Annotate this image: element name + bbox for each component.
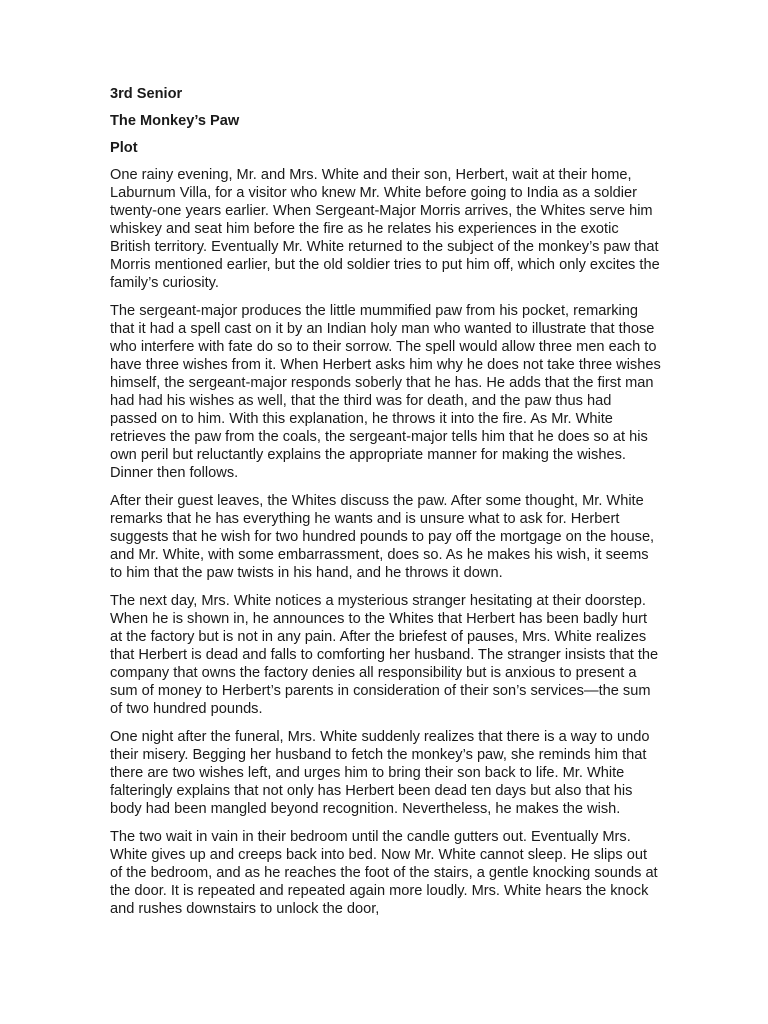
paragraph: One night after the funeral, Mrs. White suddenly realizes that there is a way to undo their misery. Begging her husband to fetch the monkey’s paw, she reminds him that there are two wishes left, and urges him to bring their son back to life. Mr. White falteringly explains that not only has Herbert been dead ten days but also that his body had been mangled beyond recognition. Nevertheless, he makes the wish.	[110, 729, 650, 817]
paragraph: One rainy evening, Mr. and Mrs. White and their son, Herbert, wait at their home, Laburnum Villa, for a visitor who knew Mr. White before going to India as a soldier twenty-one years earlier. When Sergeant-Major Morris arrives, the Whites serve him whiskey and seat him before the fire as he relates his experiences in the exotic British territory. Eventually Mr. White returned to the subject of the monkey’s paw that Morris mentioned earlier, but the old soldier tries to put him off, which only excites the family’s curiosity.	[110, 167, 660, 291]
class-label: 3rd Senior	[110, 86, 183, 102]
document-title: The Monkey’s Paw	[110, 113, 240, 129]
document-body	[110, 166, 662, 918]
paragraph: The sergeant-major produces the little mummified paw from his pocket, remarking that it had a spell cast on it by an Indian holy man who wanted to illustrate that those who interfere with fate do so to their sorrow. The spell would allow three men each to have three wishes from it. When Herbert asks him why he does not take three wishes himself, the sergeant-major responds soberly that he has. He adds that the first man had had his wishes as well, that the third was for death, and the paw thus had passed on to him. With this explanation, he throws it into the fire. As Mr. White retrieves the paw from the coals, the sergeant-major tells him that he does so at his own peril but reluctantly explains the appropriate manner for making the wishes. Dinner then follows.	[110, 303, 661, 481]
paragraph: The two wait in vain in their bedroom until the candle gutters out. Eventually Mrs. White gives up and creeps back into bed. Now Mr. White cannot sleep. He slips out of the bedroom, and as he reaches the foot of the stairs, a gentle knocking sounds at the door. It is repeated and repeated again more loudly. Mrs. White hears the knock and rushes downstairs to unlock the door,	[110, 829, 658, 917]
paragraph: The next day, Mrs. White notices a mysterious stranger hesitating at their doorstep. When he is shown in, he announces to the Whites that Herbert has been badly hurt at the factory but is not in any pain. After the briefest of pauses, Mrs. White realizes that Herbert is dead and falls to comforting her husband. The stranger insists that the company that owns the factory denies all responsibility but is anxious to present a sum of money to Herbert’s parents in consideration of their son’s services—the sum of two hundred pounds.	[110, 593, 659, 717]
paragraph: After their guest leaves, the Whites discuss the paw. After some thought, Mr. White remarks that he has everything he wants and is unsure what to ask for. Herbert suggests that he wish for two hundred pounds to pay off the mortgage on the house, and Mr. White, with some embarrassment, does so. As he makes his wish, it seems to him that the paw twists in his hand, and he throws it down.	[110, 493, 655, 581]
document-page	[110, 85, 662, 918]
section-heading: Plot	[110, 140, 138, 156]
